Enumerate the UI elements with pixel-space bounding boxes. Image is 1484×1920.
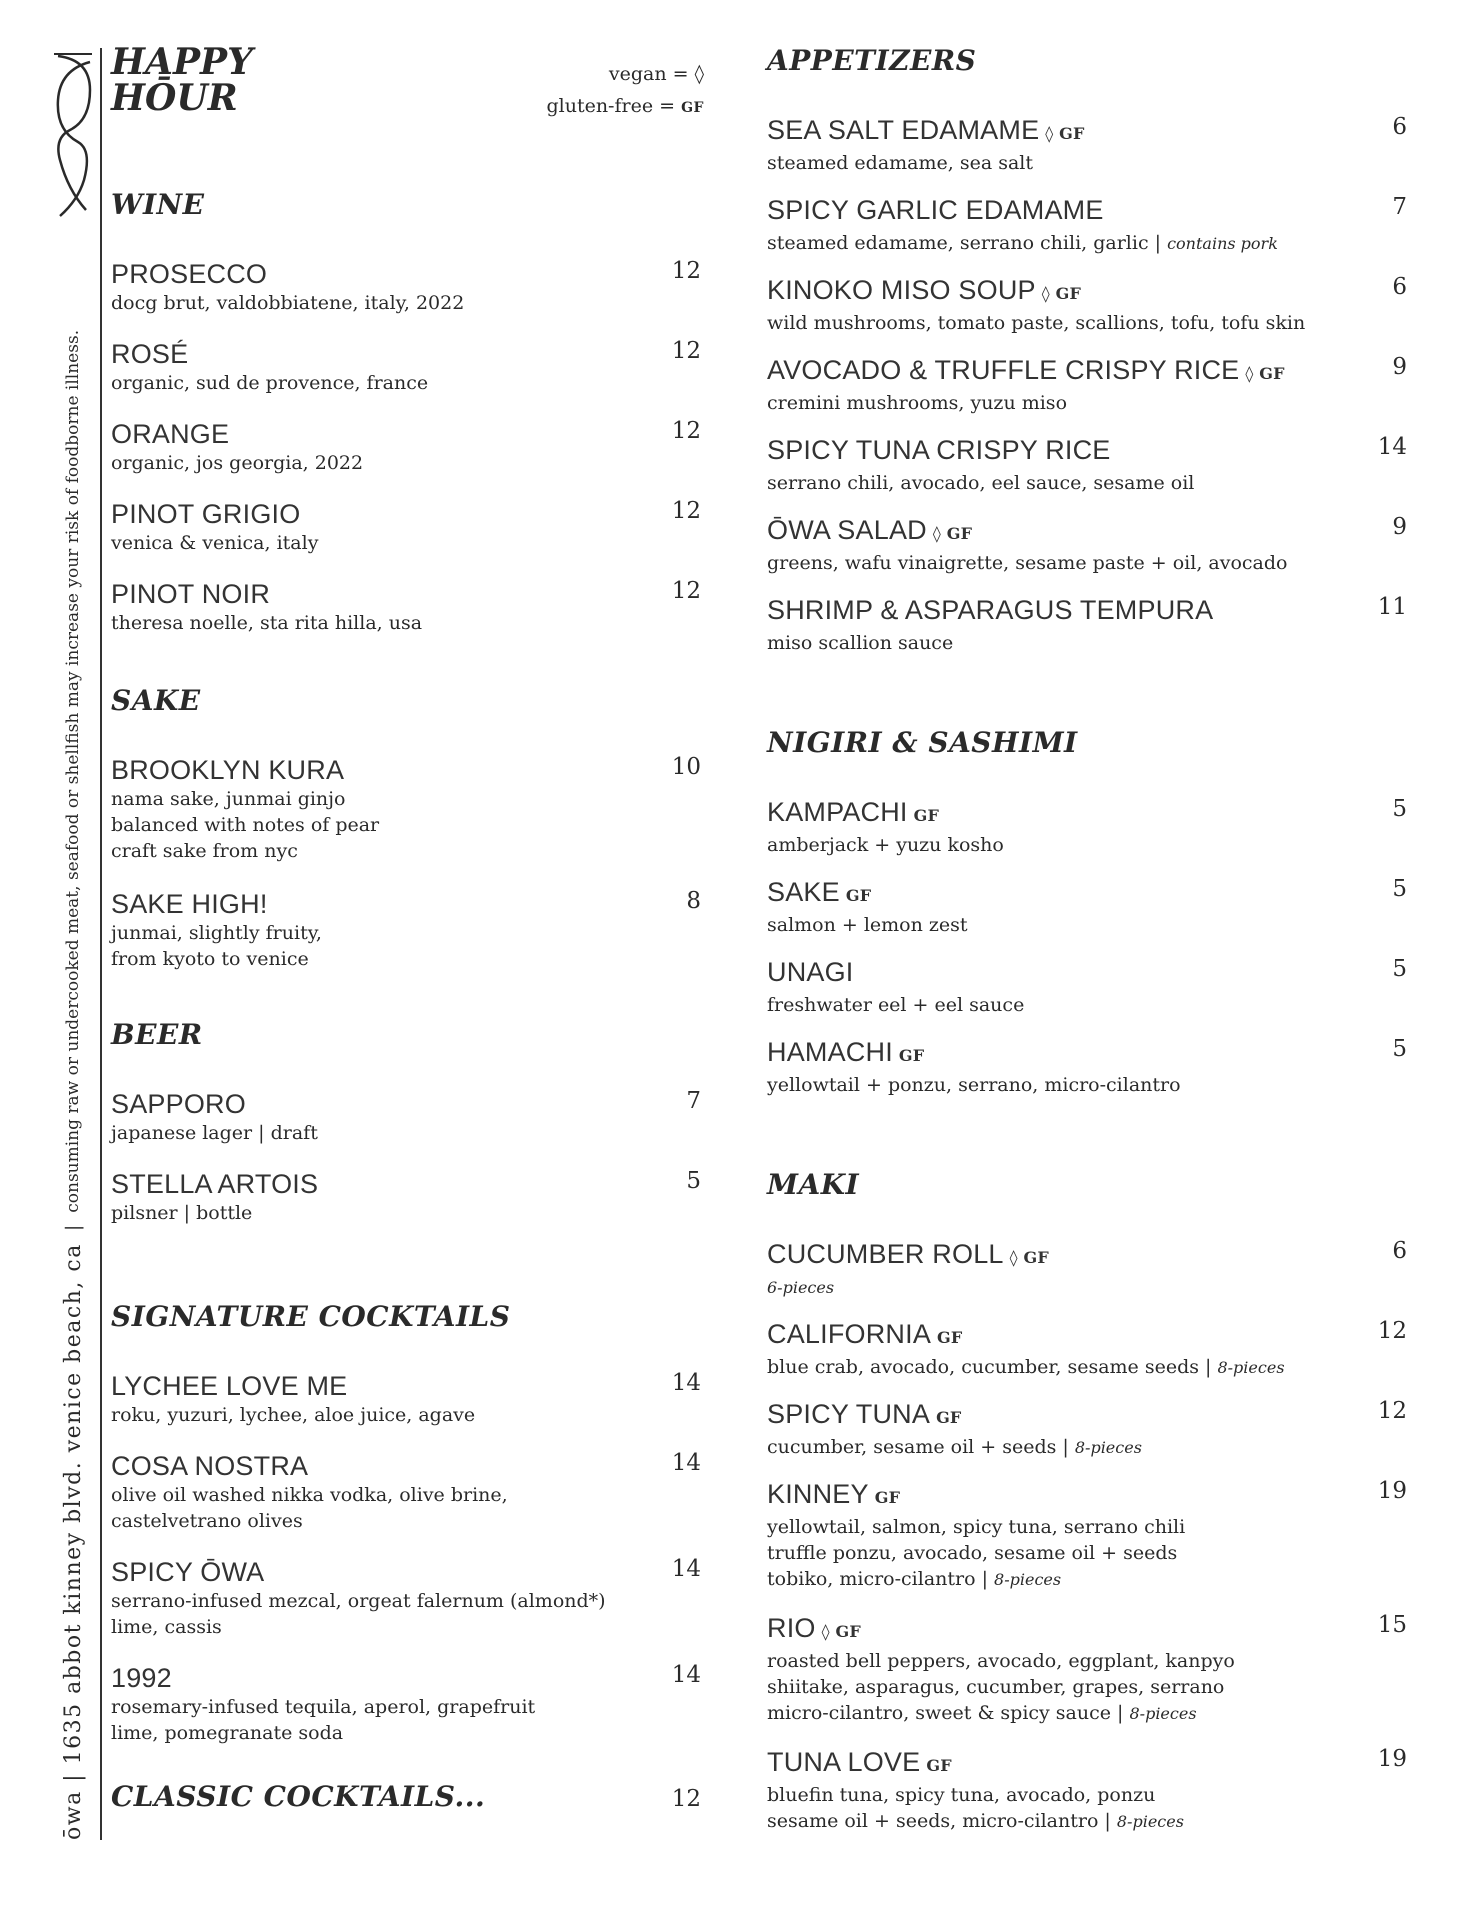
item-name: ŌWA SALAD ◊ GF — [767, 515, 973, 545]
sidebar-footer — [56, 329, 90, 1840]
item-name: ROSÉ — [111, 339, 189, 369]
item-description: docg brut, valdobbiatene, italy, 2022 — [111, 292, 465, 314]
item-price: 5 — [1392, 1036, 1407, 1062]
item-price: 9 — [1392, 514, 1407, 540]
item-description: junmai, slightly fruity, from kyoto to venice — [111, 922, 322, 970]
menu-item — [111, 578, 701, 636]
item-note: 6-pieces — [767, 1278, 835, 1297]
item-price: 5 — [1392, 796, 1407, 822]
menu-item — [111, 888, 701, 972]
item-name: SAKE HIGH! — [111, 889, 268, 919]
menu-item — [111, 1168, 701, 1226]
item-price: 6 — [1392, 274, 1407, 300]
item-description: bluefin tuna, spicy tuna, avocado, ponzu sesame oil + seeds, micro-cilantro | 8-pieces — [767, 1784, 1184, 1832]
section-title-classic-cocktails: CLASSIC COCKTAILS... — [111, 1780, 486, 1813]
dietary-tag: GF — [913, 806, 940, 825]
page-title — [111, 41, 311, 119]
menu-item — [767, 956, 1407, 1019]
item-price: 12 — [671, 578, 701, 604]
dietary-tag: ◊ GF — [821, 1622, 861, 1641]
title-line-1: HAPPY — [111, 41, 253, 83]
item-name: LYCHEE LOVE ME — [111, 1371, 348, 1401]
menu-item — [767, 354, 1407, 417]
item-name: ORANGE — [111, 419, 230, 449]
item-description: venica & venica, italy — [111, 532, 319, 554]
item-name: 1992 — [111, 1663, 172, 1693]
dietary-tag: GF — [874, 1488, 901, 1507]
dietary-tag: GF — [937, 1328, 963, 1347]
vertical-divider — [100, 48, 102, 1840]
dietary-tag: ◊ GF — [1045, 124, 1085, 143]
item-note: 8-pieces — [994, 1570, 1062, 1589]
menu-item — [767, 1612, 1407, 1727]
menu-item — [111, 418, 701, 476]
menu-item — [111, 1556, 701, 1640]
item-name: CUCUMBER ROLL ◊ GF — [767, 1239, 1049, 1269]
item-name: SPICY GARLIC EDAMAME — [767, 195, 1104, 225]
item-price: 5 — [1392, 876, 1407, 902]
dietary-tag: ◊ GF — [1245, 364, 1285, 383]
dietary-tag: GF — [898, 1046, 925, 1065]
item-name: KAMPACHI GF — [767, 797, 940, 827]
item-name: PINOT NOIR — [111, 579, 271, 609]
item-description: nama sake, junmai ginjo balanced with notes of pear craft sake from nyc — [111, 788, 380, 862]
item-name: SPICY ŌWA — [111, 1557, 265, 1587]
item-name: SAPPORO — [111, 1089, 246, 1119]
menu-item — [111, 1662, 701, 1746]
menu-item — [767, 1238, 1407, 1301]
section-title-signature-cocktails: SIGNATURE COCKTAILS — [111, 1300, 511, 1333]
item-name: COSA NOSTRA — [111, 1451, 309, 1481]
item-price: 6 — [1392, 114, 1407, 140]
menu-item — [111, 1370, 701, 1428]
item-note: 8-pieces — [1129, 1704, 1197, 1723]
item-description: blue crab, avocado, cucumber, sesame seeds | 8-pieces — [767, 1356, 1285, 1378]
dietary-legend — [546, 58, 704, 124]
item-price: 9 — [1392, 354, 1407, 380]
menu-item — [767, 434, 1407, 497]
item-description: organic, sud de provence, france — [111, 372, 429, 394]
item-name: SEA SALT EDAMAME ◊ GF — [767, 115, 1085, 145]
menu-item — [767, 594, 1407, 657]
item-name: HAMACHI GF — [767, 1037, 925, 1067]
item-price: 14 — [671, 1662, 701, 1688]
sidebar-separator: | — [62, 1224, 84, 1232]
item-price: 5 — [1392, 956, 1407, 982]
item-price: 8 — [686, 888, 701, 914]
item-description: rosemary-infused tequila, aperol, grapefruit lime, pomegranate soda — [111, 1696, 536, 1744]
item-price: 14 — [671, 1450, 701, 1476]
legend-gluten-free — [546, 90, 704, 124]
item-name: PINOT GRIGIO — [111, 499, 301, 529]
menu-item — [111, 754, 701, 864]
item-description: miso scallion sauce — [767, 632, 954, 654]
item-description: cremini mushrooms, yuzu miso — [767, 392, 1068, 414]
item-price: 14 — [1377, 434, 1407, 460]
restaurant-address: ōwa | 1635 abbot kinney blvd. venice beach, ca — [60, 1243, 86, 1840]
item-price: 10 — [671, 754, 701, 780]
menu-item — [111, 338, 701, 396]
menu-item — [767, 194, 1407, 257]
title-line-2: HŌUR — [111, 77, 238, 119]
item-note: 8-pieces — [1116, 1812, 1184, 1831]
item-name: AVOCADO & TRUFFLE CRISPY RICE ◊ GF — [767, 355, 1285, 385]
item-name: KINOKO MISO SOUP ◊ GF — [767, 275, 1082, 305]
item-name: PROSECCO — [111, 259, 268, 289]
menu-item — [767, 796, 1407, 859]
item-description: olive oil washed nikka vodka, olive brine, castelvetrano olives — [111, 1484, 508, 1532]
item-price: 14 — [671, 1556, 701, 1582]
item-note: contains pork — [1167, 234, 1278, 253]
legend-gf-code: GF — [681, 100, 704, 116]
item-description: greens, wafu vinaigrette, sesame paste + oil, avocado — [767, 552, 1288, 574]
item-price: 12 — [671, 258, 701, 284]
item-description: pilsner | bottle — [111, 1202, 253, 1224]
dietary-tag: ◊ GF — [932, 524, 973, 543]
item-price: 15 — [1377, 1612, 1407, 1638]
dietary-tag: GF — [926, 1756, 952, 1775]
item-description: roku, yuzuri, lychee, aloe juice, agave — [111, 1404, 476, 1426]
section-title-sake: SAKE — [111, 684, 201, 717]
menu-item — [111, 498, 701, 556]
menu-item — [767, 876, 1407, 939]
item-name: STELLA ARTOIS — [111, 1169, 319, 1199]
item-name: BROOKLYN KURA — [111, 755, 345, 785]
item-description: wild mushrooms, tomato paste, scallions, tofu, tofu skin — [767, 312, 1306, 334]
item-name: SAKE GF — [767, 877, 872, 907]
menu-item — [767, 1398, 1407, 1461]
legend-gf-label: gluten-free = — [546, 95, 676, 117]
item-price: 12 — [671, 338, 701, 364]
item-price: 12 — [671, 418, 701, 444]
classic-cocktails-row — [111, 1780, 701, 1813]
menu-item — [767, 1318, 1407, 1381]
item-description: roasted bell peppers, avocado, eggplant, kanpyo shiitake, asparagus, cucumber, grapes, serrano micro-cilantro, sweet & spicy sauce | 8-pieces — [767, 1650, 1235, 1724]
item-description: amberjack + yuzu kosho — [767, 834, 1004, 856]
owa-logo — [50, 50, 96, 222]
item-price: 12 — [671, 1786, 701, 1812]
health-warning: consuming raw or undercooked meat, seafood or shellfish may increase your risk of foodborne illness. — [63, 329, 83, 1213]
item-price: 6 — [1392, 1238, 1407, 1264]
menu-item — [767, 1478, 1407, 1593]
dietary-tag: ◊ GF — [1041, 284, 1082, 303]
section-title-wine: WINE — [111, 188, 205, 221]
item-description: serrano chili, avocado, eel sauce, sesame oil — [767, 472, 1195, 494]
item-price: 14 — [671, 1370, 701, 1396]
item-description: steamed edamame, sea salt — [767, 152, 1033, 174]
item-description: salmon + lemon zest — [767, 914, 968, 936]
item-name: SPICY TUNA CRISPY RICE — [767, 435, 1111, 465]
item-price: 12 — [1377, 1318, 1407, 1344]
menu-item — [111, 1450, 701, 1534]
item-description: freshwater eel + eel sauce — [767, 994, 1025, 1016]
item-description: serrano-infused mezcal, orgeat falernum (almond*) lime, cassis — [111, 1590, 606, 1638]
item-name: CALIFORNIA GF — [767, 1319, 963, 1349]
legend-vegan: vegan = ◊ — [608, 63, 704, 85]
item-name: UNAGI — [767, 957, 854, 987]
dietary-tag: GF — [936, 1408, 962, 1427]
dietary-tag: ◊ GF — [1009, 1248, 1049, 1267]
item-name: KINNEY GF — [767, 1479, 901, 1509]
item-description: japanese lager | draft — [111, 1122, 318, 1144]
menu-item — [767, 514, 1407, 577]
menu-item — [111, 1088, 701, 1146]
item-price: 11 — [1377, 594, 1407, 620]
section-title-appetizers: APPETIZERS — [767, 44, 977, 77]
item-description: organic, jos georgia, 2022 — [111, 452, 364, 474]
item-description: yellowtail, salmon, spicy tuna, serrano chili truffle ponzu, avocado, sesame oil + seeds tobiko, micro-cilantro | 8-pieces — [767, 1516, 1186, 1590]
menu-item — [767, 1746, 1407, 1835]
section-title-beer: BEER — [111, 1018, 203, 1051]
item-name: RIO ◊ GF — [767, 1613, 861, 1643]
item-name: SHRIMP & ASPARAGUS TEMPURA — [767, 595, 1214, 625]
item-price: 5 — [686, 1168, 701, 1194]
item-price: 12 — [1377, 1398, 1407, 1424]
section-title-nigiri-sashimi: NIGIRI & SASHIMI — [767, 726, 1078, 759]
item-description — [767, 1274, 1407, 1301]
item-note: 8-pieces — [1074, 1438, 1142, 1457]
item-price: 7 — [686, 1088, 701, 1114]
menu-item — [767, 114, 1407, 177]
item-description: cucumber, sesame oil + seeds | 8-pieces — [767, 1436, 1142, 1458]
menu-item — [767, 274, 1407, 337]
item-price: 12 — [671, 498, 701, 524]
item-price: 19 — [1377, 1478, 1407, 1504]
item-description: steamed edamame, serrano chili, garlic | contains pork — [767, 232, 1278, 254]
item-price: 7 — [1392, 194, 1407, 220]
item-note: 8-pieces — [1217, 1358, 1285, 1377]
menu-item — [767, 1036, 1407, 1099]
item-price: 19 — [1377, 1746, 1407, 1772]
dietary-tag: GF — [845, 886, 872, 905]
section-title-maki: MAKI — [767, 1168, 860, 1201]
item-name: SPICY TUNA GF — [767, 1399, 962, 1429]
menu-item — [111, 258, 701, 316]
item-name: TUNA LOVE GF — [767, 1747, 952, 1777]
item-description: yellowtail + ponzu, serrano, micro-cilantro — [767, 1074, 1181, 1096]
item-description: theresa noelle, sta rita hilla, usa — [111, 612, 423, 634]
